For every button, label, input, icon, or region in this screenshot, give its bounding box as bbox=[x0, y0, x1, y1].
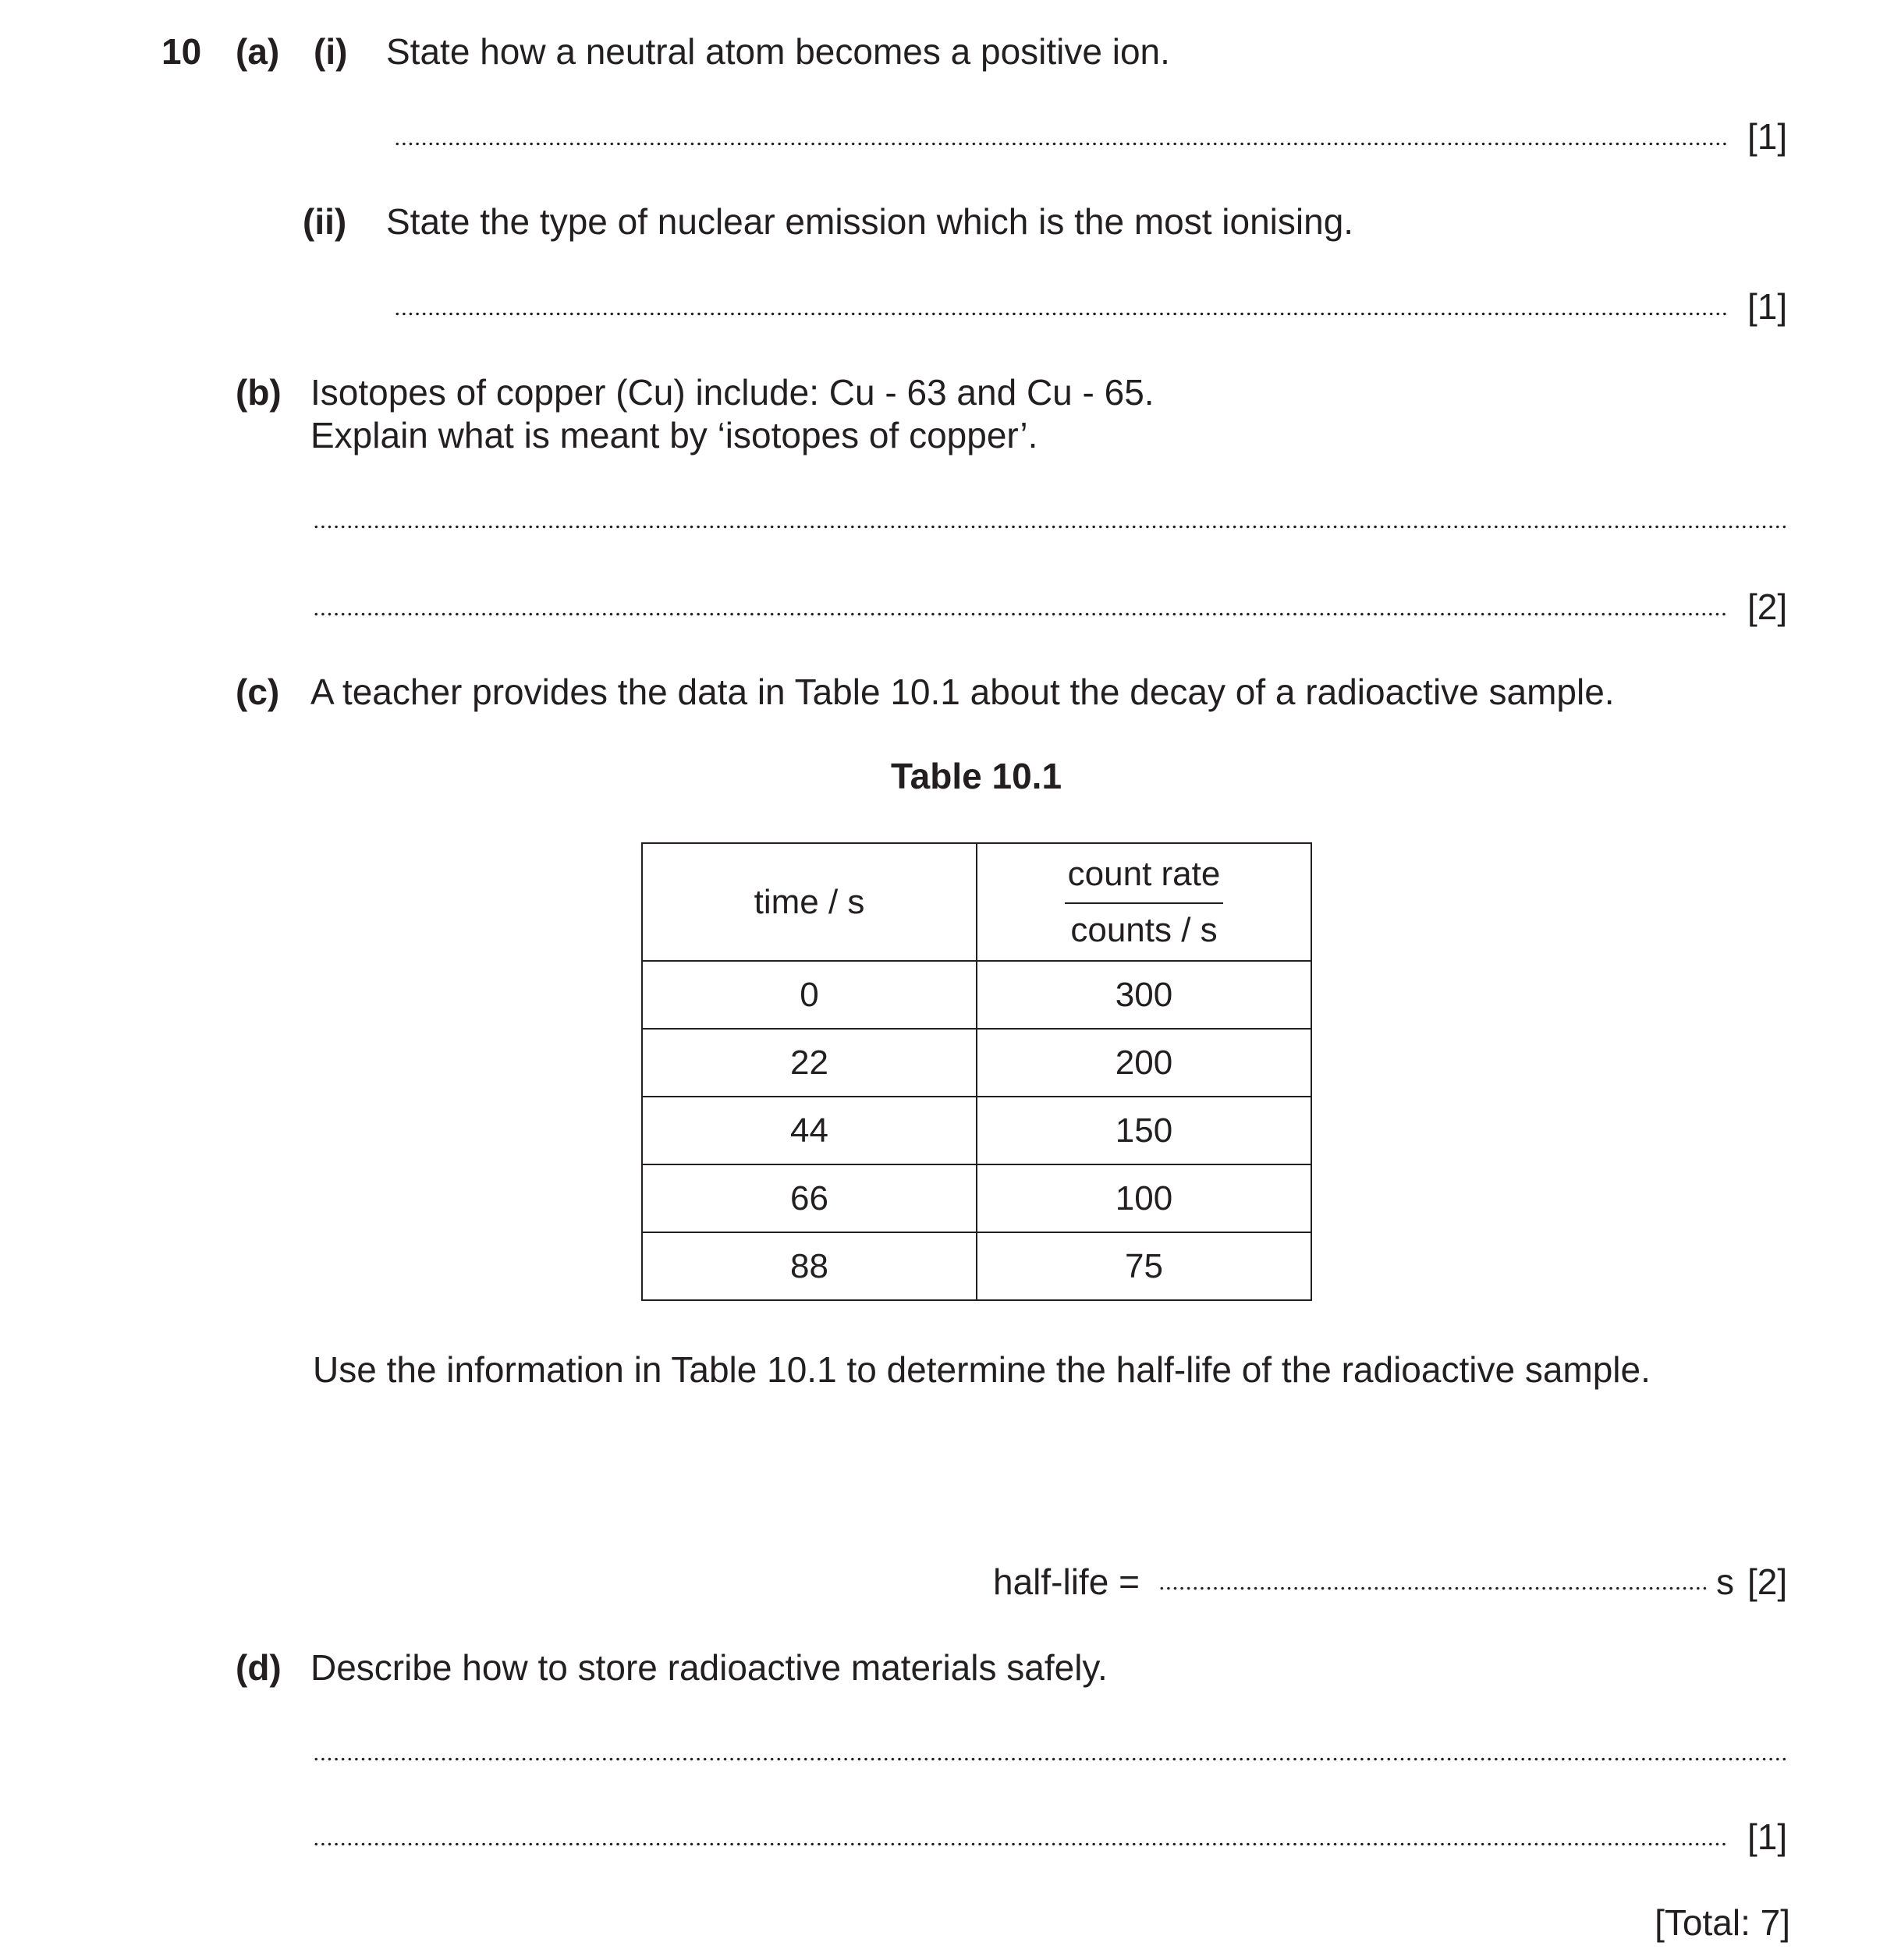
marks-a-i: [1] bbox=[1747, 116, 1788, 157]
decay-data-table bbox=[641, 842, 1312, 1301]
table-row bbox=[642, 1097, 1311, 1164]
cell-count: 200 bbox=[977, 1029, 1311, 1097]
half-life-answer-line[interactable] bbox=[1158, 1586, 1708, 1590]
part-a-i-text: State how a neutral atom becomes a positive ion. bbox=[386, 31, 1170, 72]
part-c-label: (c) bbox=[236, 672, 280, 712]
cell-count: 100 bbox=[977, 1164, 1311, 1232]
cell-count: 75 bbox=[977, 1232, 1311, 1300]
part-b-label: (b) bbox=[236, 372, 282, 413]
header-time: time / s bbox=[642, 843, 977, 961]
cell-time: 0 bbox=[642, 961, 977, 1029]
table-row bbox=[642, 1029, 1311, 1097]
header-count-rate-label: count rate bbox=[1065, 857, 1224, 904]
cell-count: 300 bbox=[977, 961, 1311, 1029]
total-marks: [Total: 7] bbox=[1655, 1902, 1790, 1943]
table-header-row bbox=[642, 843, 1311, 961]
half-life-unit: s bbox=[1716, 1561, 1734, 1602]
table-title: Table 10.1 bbox=[891, 756, 1062, 796]
table-row bbox=[642, 1232, 1311, 1300]
header-count-rate bbox=[977, 843, 1311, 961]
table-row bbox=[642, 1164, 1311, 1232]
part-d-text: Describe how to store radioactive materials safely. bbox=[310, 1647, 1108, 1688]
answer-line-b-1[interactable] bbox=[313, 525, 1786, 529]
answer-line-d-2[interactable] bbox=[313, 1842, 1726, 1846]
cell-time: 66 bbox=[642, 1164, 977, 1232]
cell-time: 22 bbox=[642, 1029, 977, 1097]
part-b-line2: Explain what is meant by ‘isotopes of copper’. bbox=[310, 415, 1038, 455]
question-number: 10 bbox=[161, 31, 202, 72]
header-count-rate-unit: counts / s bbox=[1070, 910, 1218, 949]
cell-time: 44 bbox=[642, 1097, 977, 1164]
cell-time: 88 bbox=[642, 1232, 977, 1300]
part-a-ii-label: (ii) bbox=[303, 201, 347, 242]
marks-c: [2] bbox=[1747, 1561, 1788, 1602]
cell-count: 150 bbox=[977, 1097, 1311, 1164]
answer-line-a-ii[interactable] bbox=[394, 312, 1726, 316]
part-b-line1: Isotopes of copper (Cu) include: Cu - 63 and Cu - 65. bbox=[310, 372, 1155, 413]
part-d-label: (d) bbox=[236, 1647, 282, 1688]
part-a-i-label: (i) bbox=[314, 31, 348, 72]
marks-a-ii: [1] bbox=[1747, 286, 1788, 327]
table-row bbox=[642, 961, 1311, 1029]
answer-line-d-1[interactable] bbox=[313, 1757, 1786, 1761]
answer-line-a-i[interactable] bbox=[394, 142, 1726, 146]
marks-b: [2] bbox=[1747, 587, 1788, 627]
part-c-instruction: Use the information in Table 10.1 to determine the half-life of the radioactive sample. bbox=[313, 1349, 1651, 1390]
marks-d: [1] bbox=[1747, 1816, 1788, 1857]
part-a-label: (a) bbox=[236, 31, 280, 72]
answer-line-b-2[interactable] bbox=[313, 612, 1726, 616]
half-life-label: half-life = bbox=[993, 1561, 1140, 1602]
part-c-text: A teacher provides the data in Table 10.1 about the decay of a radioactive sample. bbox=[310, 672, 1615, 712]
part-a-ii-text: State the type of nuclear emission which is the most ionising. bbox=[386, 201, 1354, 242]
